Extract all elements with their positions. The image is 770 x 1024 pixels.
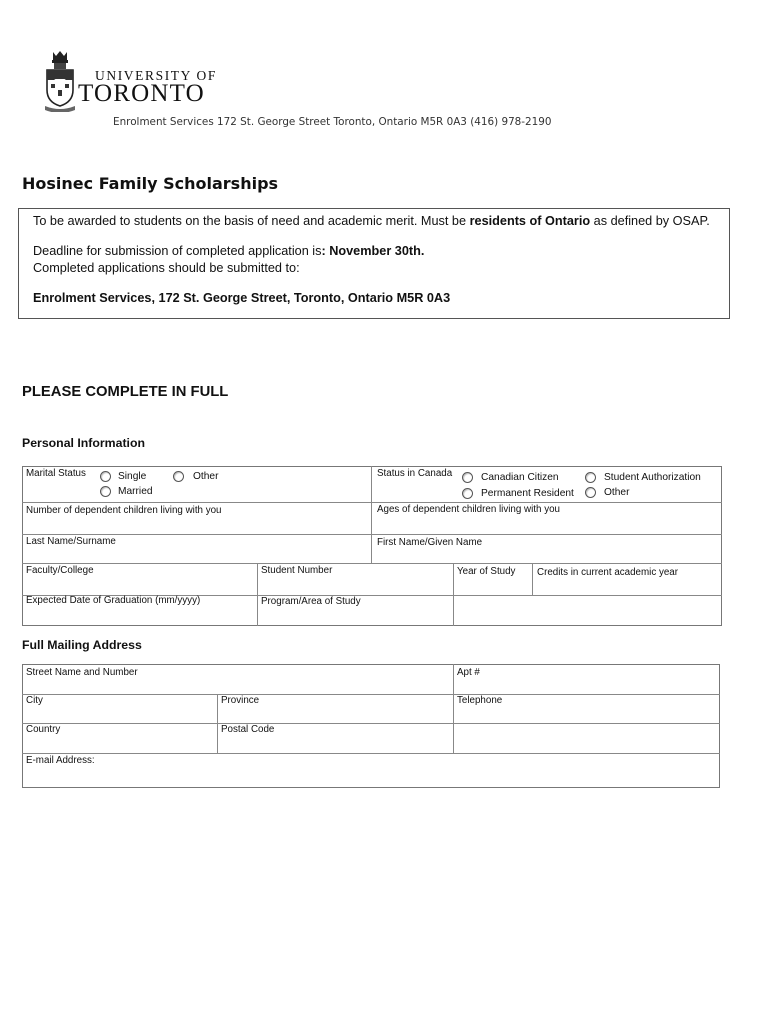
column-divider — [257, 563, 258, 626]
row-divider — [22, 502, 722, 503]
column-divider — [453, 563, 454, 626]
eligibility-line — [33, 214, 710, 228]
submit-address: Enrolment Services, 172 St. George Street, Toronto, Ontario M5R 0A3 — [33, 291, 451, 305]
dependents-count-label: Number of dependent children living with you — [26, 505, 222, 516]
column-divider — [453, 664, 454, 753]
telephone-label: Telephone — [457, 695, 503, 706]
enrolment-services-address: Enrolment Services 172 St. George Street Toronto, Ontario M5R 0A3 (416) 978-2190 — [113, 116, 552, 128]
row-divider — [22, 694, 720, 695]
credits-label: Credits in current academic year — [537, 567, 679, 578]
permanent-resident-label: Permanent Resident — [481, 488, 574, 499]
student-authorization-radio[interactable] — [585, 472, 596, 483]
complete-in-full-heading: PLEASE COMPLETE IN FULL — [22, 384, 229, 400]
last-name-label: Last Name/Surname — [26, 536, 116, 547]
first-name-label: First Name/Given Name — [377, 537, 483, 548]
eligibility-suffix: as defined by OSAP. — [590, 214, 710, 228]
canadian-citizen-radio[interactable] — [462, 472, 473, 483]
column-divider — [217, 694, 218, 753]
year-of-study-label: Year of Study — [457, 566, 516, 577]
apt-label: Apt # — [457, 667, 480, 678]
column-divider — [532, 563, 533, 595]
marital-married-radio[interactable] — [100, 486, 111, 497]
personal-information-heading: Personal Information — [22, 436, 145, 450]
submit-instructions: Completed applications should be submitted to: — [33, 261, 300, 275]
country-label: Country — [26, 724, 61, 735]
street-label: Street Name and Number — [26, 667, 138, 678]
marital-married-label: Married — [118, 486, 153, 497]
deadline-line — [33, 244, 424, 258]
status-other-radio[interactable] — [585, 487, 596, 498]
permanent-resident-radio[interactable] — [462, 488, 473, 499]
row-divider — [22, 753, 720, 754]
province-label: Province — [221, 695, 260, 706]
university-name-line1: UNIVERSITY OF — [95, 68, 217, 83]
column-divider — [371, 466, 372, 563]
marital-single-radio[interactable] — [100, 471, 111, 482]
eligibility-info-box — [18, 208, 730, 319]
student-authorization-label: Student Authorization — [604, 472, 701, 483]
form-title: Hosinec Family Scholarships — [22, 174, 279, 193]
residency-requirement: residents of Ontario — [469, 214, 591, 228]
faculty-label: Faculty/College — [26, 565, 94, 576]
university-crest-logo — [44, 50, 76, 112]
marital-single-label: Single — [118, 471, 147, 482]
marital-other-radio[interactable] — [173, 471, 184, 482]
eligibility-text: To be awarded to students on the basis of need and academic merit. Must be — [33, 214, 470, 228]
status-in-canada-label: Status in Canada — [377, 468, 453, 479]
graduation-date-label: Expected Date of Graduation (mm/yyyy) — [26, 595, 201, 606]
marital-status-label: Marital Status — [26, 468, 86, 479]
postal-code-label: Postal Code — [221, 724, 275, 735]
status-other-label: Other — [604, 487, 630, 498]
program-label: Program/Area of Study — [261, 596, 361, 607]
canadian-citizen-label: Canadian Citizen — [481, 472, 559, 483]
row-divider — [22, 723, 720, 724]
student-number-label: Student Number — [261, 565, 333, 576]
mailing-table-border — [22, 664, 720, 788]
deadline-date: : November 30th. — [321, 244, 425, 258]
marital-other-label: Other — [193, 471, 219, 482]
row-divider — [22, 563, 722, 564]
mailing-address-heading: Full Mailing Address — [22, 638, 142, 652]
deadline-text: Deadline for submission of completed application is — [33, 244, 322, 258]
email-label: E-mail Address: — [26, 755, 95, 766]
row-divider — [22, 534, 722, 535]
dependents-ages-label: Ages of dependent children living with you — [377, 504, 560, 515]
university-name-line2: TORONTO — [78, 80, 205, 107]
city-label: City — [26, 695, 43, 706]
